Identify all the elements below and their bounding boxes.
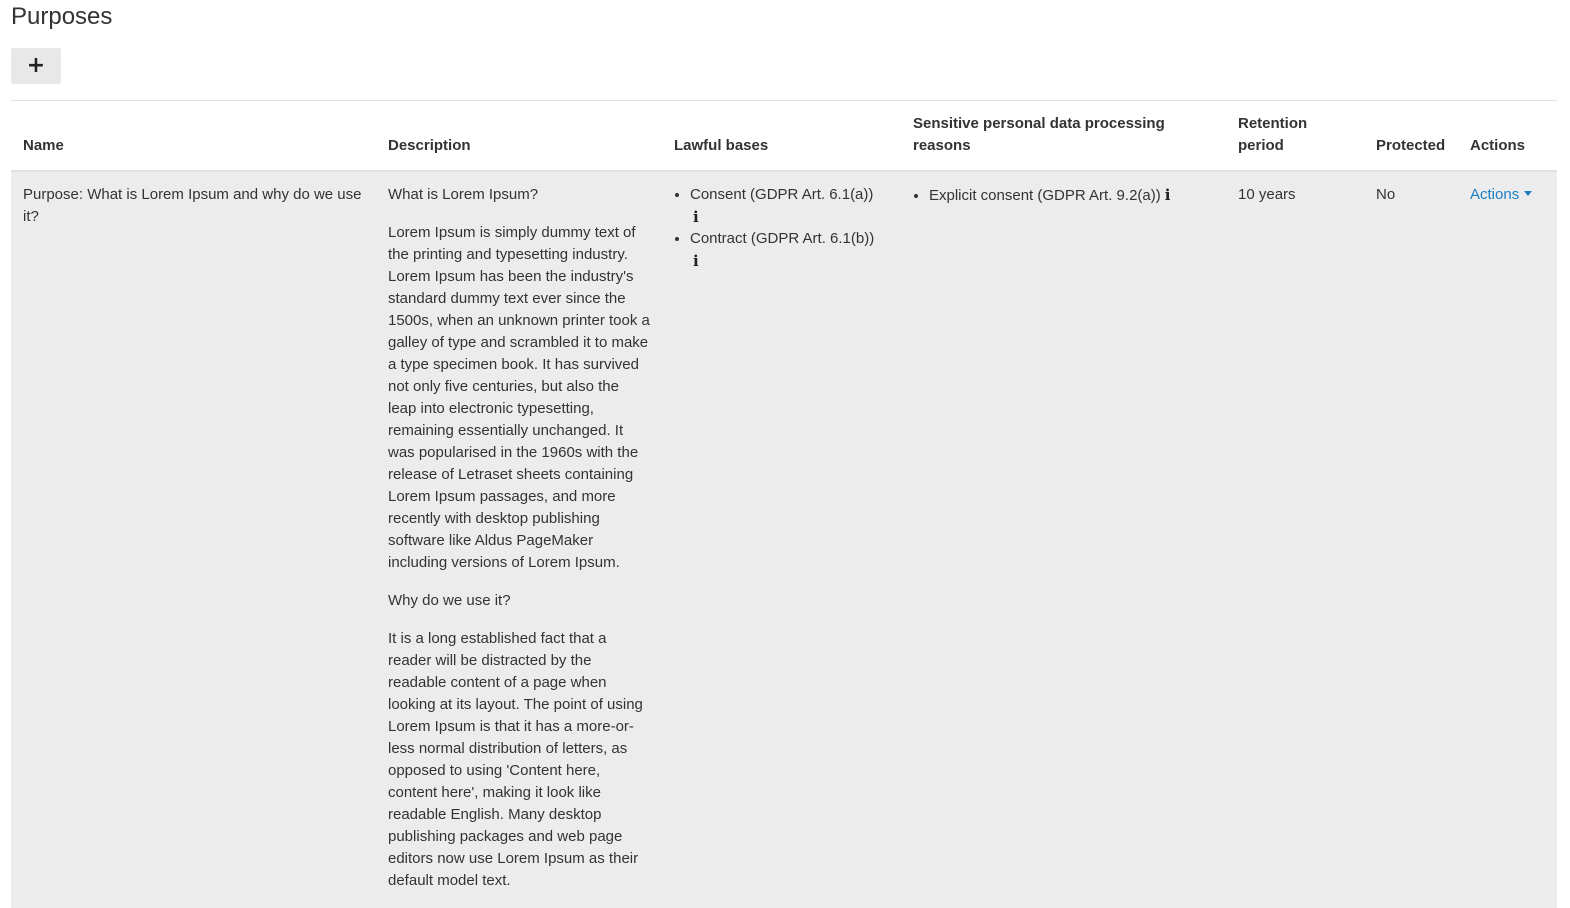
cell-lawful-bases	[662, 171, 901, 908]
sensitive-reason-label: Explicit consent (GDPR Art. 9.2(a))	[929, 187, 1161, 204]
table-row	[11, 171, 1557, 908]
header-name: Name	[11, 101, 376, 171]
sensitive-reasons-list	[913, 184, 1214, 207]
info-icon[interactable]: i	[693, 252, 699, 270]
add-purpose-button[interactable]: +	[11, 48, 61, 84]
header-protected: Protected	[1364, 101, 1458, 171]
header-retention-period: Retention period	[1226, 101, 1364, 171]
description-heading: Why do we use it?	[388, 592, 511, 609]
cell-actions	[1458, 171, 1557, 908]
description-paragraph: Lorem Ipsum is simply dummy text of the printing and typesetting industry. Lorem Ipsum has been the industry's standard dummy text ever since the 1500s, when an unknown printer took a galley of type and scrambled it to make a type specimen book. It has survived not only five centuries, but also the leap into electronic typesetting, remaining essentially unchanged. It was popularised in the 1960s with the release of Letraset sheets containing Lorem Ipsum passages, and more recently with desktop publishing software like Aldus PageMaker including versions of Lorem Ipsum.	[388, 224, 650, 571]
page-title: Purposes	[11, 3, 113, 30]
caret-down-icon	[1524, 191, 1532, 196]
cell-sensitive-reasons	[901, 171, 1226, 908]
info-icon[interactable]: i	[693, 208, 699, 226]
info-icon[interactable]: i	[1164, 186, 1171, 204]
list-item	[690, 184, 889, 228]
cell-description	[376, 171, 662, 908]
header-lawful-bases: Lawful bases	[662, 101, 901, 171]
lawful-bases-list	[674, 184, 889, 272]
actions-label: Actions	[1470, 186, 1520, 203]
lawful-basis-label: Contract (GDPR Art. 6.1(b))	[690, 230, 875, 247]
list-item	[929, 184, 1214, 207]
description-paragraph: It is a long established fact that a reader will be distracted by the readable content of a page when looking at its layout. The point of using Lorem Ipsum is that it has a more-or-less normal distribution of letters, as opposed to using 'Content here, content here', making it look like readable English. Many desktop publishing packages and web page editors now use Lorem Ipsum as their default model text.	[388, 630, 643, 889]
table-header-row	[11, 101, 1557, 171]
purposes-table	[11, 101, 1557, 908]
header-actions: Actions	[1458, 101, 1557, 171]
header-sensitive-reasons: Sensitive personal data processing reasons	[901, 101, 1226, 171]
cell-name: Purpose: What is Lorem Ipsum and why do we use it?	[11, 171, 376, 908]
description-heading: What is Lorem Ipsum?	[388, 186, 539, 203]
cell-retention-period: 10 years	[1226, 171, 1364, 908]
lawful-basis-label: Consent (GDPR Art. 6.1(a))	[690, 186, 874, 203]
actions-dropdown-toggle[interactable]	[1470, 186, 1532, 203]
cell-protected: No	[1364, 171, 1458, 908]
header-description: Description	[376, 101, 662, 171]
list-item	[690, 228, 889, 272]
